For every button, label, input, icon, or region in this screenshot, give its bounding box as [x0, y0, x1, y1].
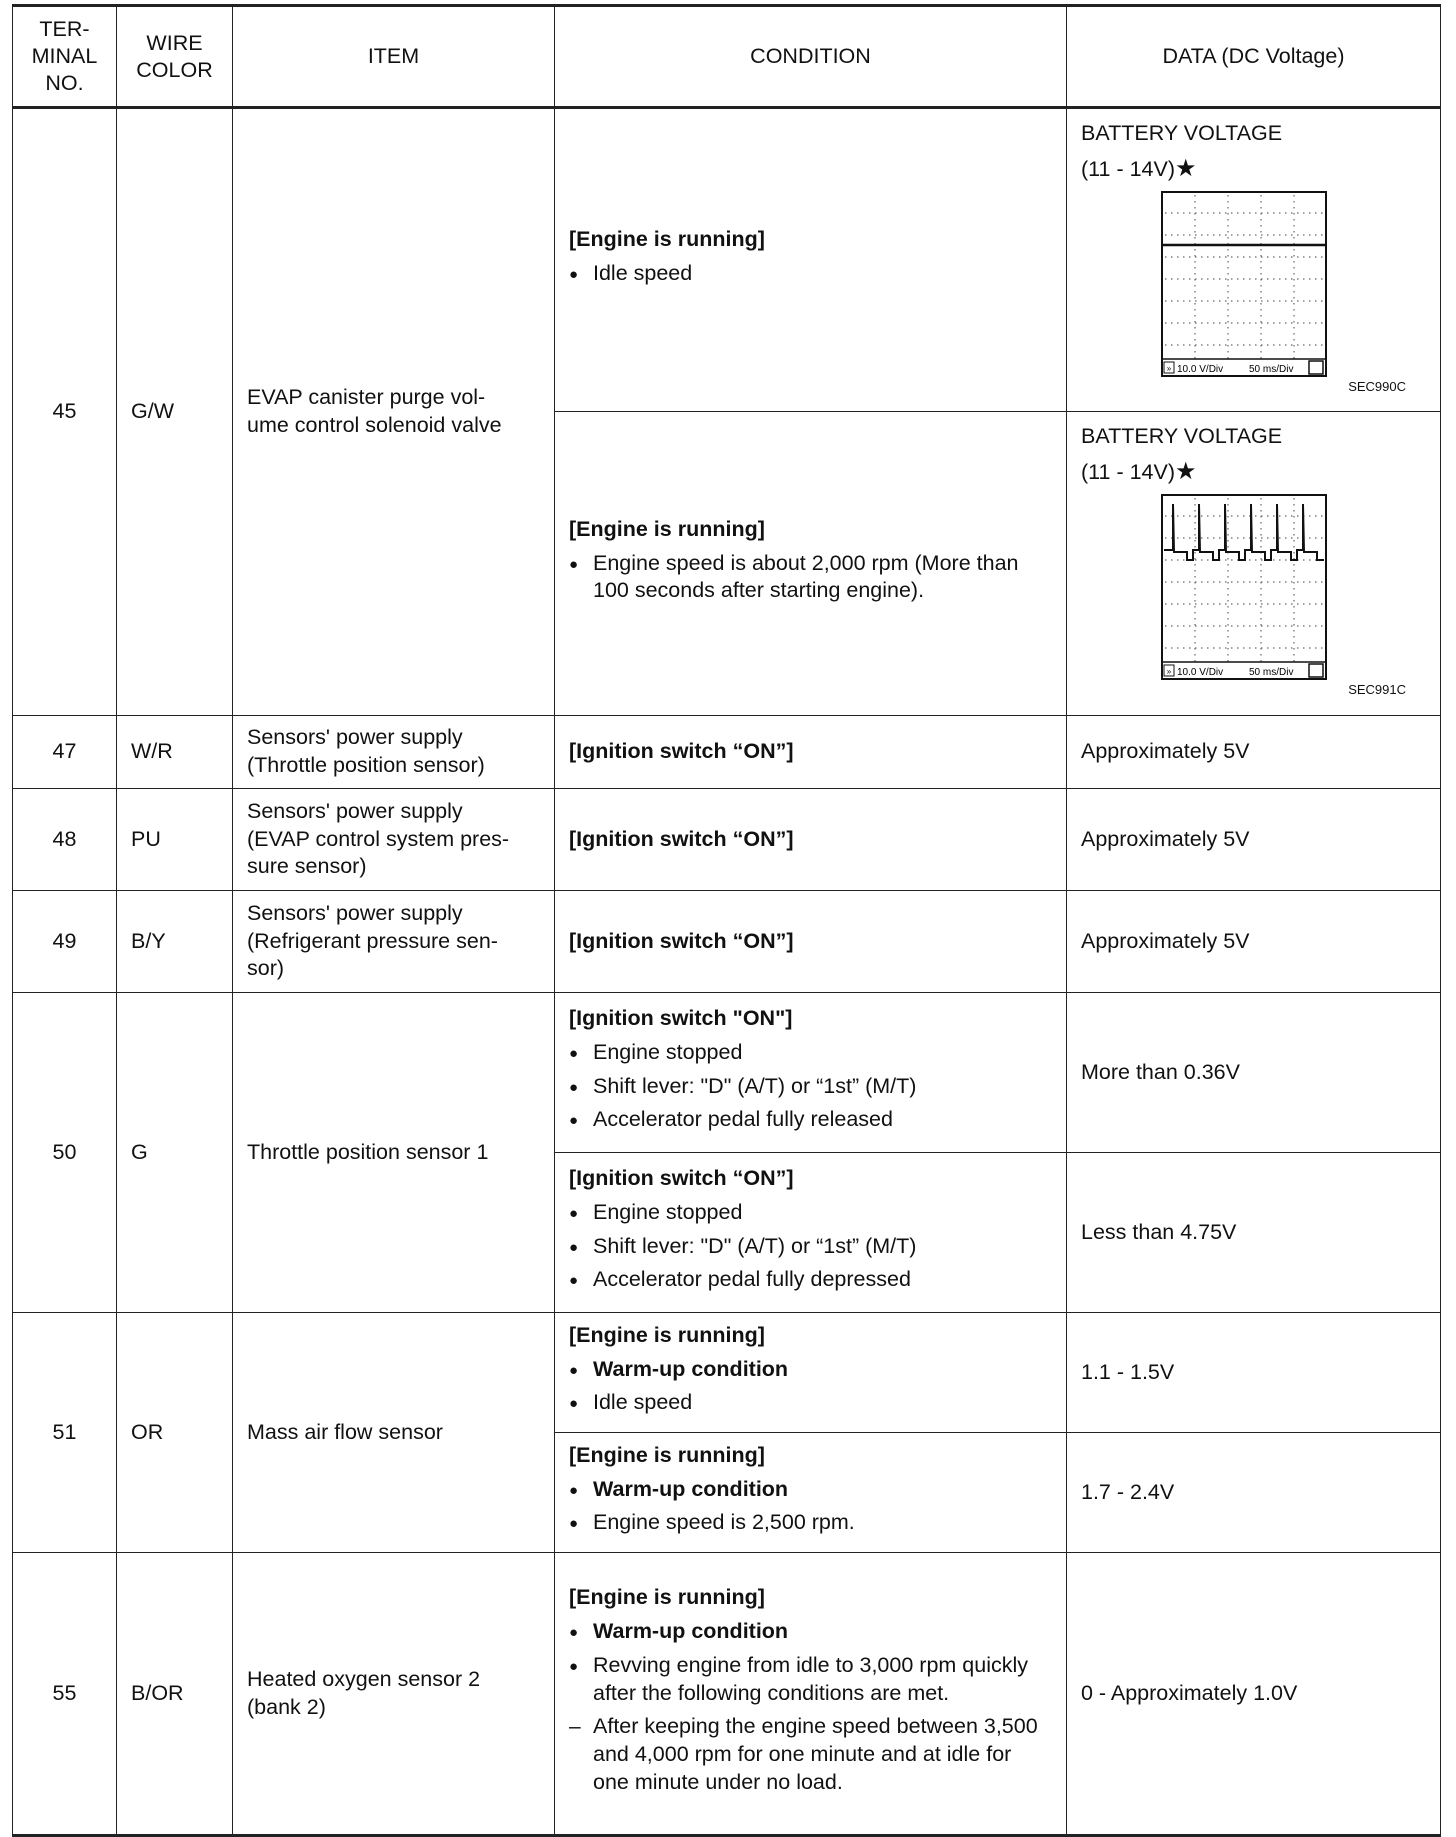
header-item: ITEM — [233, 6, 555, 108]
condition-cell: [Engine is running] ● Warm-up condition ● Revving engine from idle to 3,000 rpm quickly after the following conditions are met. – After keeping the engine speed between 3,500 and 4,000 rpm for one minute and at idle for one minute under no load. — [555, 1553, 1067, 1836]
list-item: ● Accelerator pedal fully depressed — [569, 1266, 1052, 1294]
wire-color: G — [117, 993, 233, 1313]
figure-code: SEC991C — [1348, 682, 1406, 697]
item-cell: Sensors' power supply (Throttle position sensor) — [233, 716, 555, 789]
terminal-number: 55 — [13, 1553, 117, 1836]
svg-text:»: » — [1166, 667, 1172, 676]
wire-color: B/OR — [117, 1553, 233, 1836]
list-item: ● Revving engine from idle to 3,000 rpm quickly after the following conditions are met. — [569, 1652, 1052, 1708]
svg-text:10.0 V/Div: 10.0 V/Div — [1177, 667, 1224, 678]
table-row — [13, 993, 1441, 1153]
svg-text:50 ms/Div: 50 ms/Div — [1249, 667, 1294, 678]
condition-cell: [Engine is running] ● Warm-up condition ● Idle speed — [555, 1313, 1067, 1433]
list-item: ● Warm-up condition — [569, 1618, 1052, 1646]
data-cell: 0 - Approximately 1.0V — [1067, 1553, 1441, 1836]
terminal-number: 48 — [13, 789, 117, 891]
terminal-number: 47 — [13, 716, 117, 789]
item-cell: Heated oxygen sensor 2 (bank 2) — [233, 1553, 555, 1836]
table-row — [13, 1313, 1441, 1433]
data-cell: Approximately 5V — [1067, 716, 1441, 789]
item-cell: Sensors' power supply (Refrigerant pressure sen- sor) — [233, 891, 555, 993]
terminal-number: 49 — [13, 891, 117, 993]
terminal-number: 45 — [13, 108, 117, 716]
list-item: ● Idle speed — [569, 260, 1052, 288]
wire-color: G/W — [117, 108, 233, 716]
star-icon: ★ — [1175, 458, 1197, 485]
wire-color: W/R — [117, 716, 233, 789]
condition-cell: [Engine is running] ● Idle speed — [555, 108, 1067, 412]
oscilloscope-waveform-2000rpm — [1161, 494, 1327, 680]
list-item: ● Idle speed — [569, 1389, 1052, 1417]
condition-cell: [Engine is running] ● Warm-up condition ● Engine speed is 2,500 rpm. — [555, 1433, 1067, 1553]
condition-cell: [Engine is running] ● Engine speed is about 2,000 rpm (More than 100 seconds after starting engine). — [555, 412, 1067, 716]
data-cell: More than 0.36V — [1067, 993, 1441, 1153]
svg-text:10.0 V/Div: 10.0 V/Div — [1177, 364, 1224, 375]
data-cell: Approximately 5V — [1067, 891, 1441, 993]
header-wire-color: WIRE COLOR — [117, 6, 233, 108]
condition-cell: [Ignition switch “ON”] — [555, 716, 1067, 789]
table-row — [13, 716, 1441, 789]
table-row — [13, 108, 1441, 412]
header-terminal: TER- MINAL NO. — [13, 6, 117, 108]
list-item: – After keeping the engine speed between 3,500 and 4,000 rpm for one minute and at idle for one minute under no load. — [569, 1713, 1052, 1797]
list-item: ● Shift lever: "D" (A/T) or “1st” (M/T) — [569, 1073, 1052, 1101]
table-row — [13, 891, 1441, 993]
header-data: DATA (DC Voltage) — [1067, 6, 1441, 108]
list-item: ● Engine stopped — [569, 1199, 1052, 1227]
terminal-number: 51 — [13, 1313, 117, 1553]
list-item: ● Warm-up condition — [569, 1476, 1052, 1504]
item-cell: Mass air flow sensor — [233, 1313, 555, 1553]
wire-color: PU — [117, 789, 233, 891]
terminal-number: 50 — [13, 993, 117, 1313]
list-item: ● Shift lever: "D" (A/T) or “1st” (M/T) — [569, 1233, 1052, 1261]
data-cell: Less than 4.75V — [1067, 1153, 1441, 1313]
condition-cell: [Ignition switch “ON”] ● Engine stopped ● Shift lever: "D" (A/T) or “1st” (M/T) ● Accelerator pedal fully depressed — [555, 1153, 1067, 1313]
condition-cell: [Ignition switch “ON”] — [555, 891, 1067, 993]
list-item: ● Engine speed is 2,500 rpm. — [569, 1509, 1052, 1537]
oscilloscope-waveform-idle — [1161, 191, 1327, 377]
data-cell: 1.7 - 2.4V — [1067, 1433, 1441, 1553]
data-cell: BATTERY VOLTAGE (11 - 14V)★ » 10.0 V/Div 50 ms/Div SEC991C — [1067, 412, 1441, 716]
condition-cell: [Ignition switch “ON”] — [555, 789, 1067, 891]
data-cell: BATTERY VOLTAGE (11 - 14V)★ » 10.0 V/Div 50 ms/Div SEC990C — [1067, 108, 1441, 412]
item-cell: Throttle position sensor 1 — [233, 993, 555, 1313]
wire-color: OR — [117, 1313, 233, 1553]
data-cell: 1.1 - 1.5V — [1067, 1313, 1441, 1433]
list-item: ● Warm-up condition — [569, 1356, 1052, 1384]
list-item: ● Accelerator pedal fully released — [569, 1106, 1052, 1134]
data-cell: Approximately 5V — [1067, 789, 1441, 891]
wire-color: B/Y — [117, 891, 233, 993]
table-row — [13, 789, 1441, 891]
item-cell: EVAP canister purge vol- ume control solenoid valve — [233, 108, 555, 716]
table-row — [13, 1553, 1441, 1836]
svg-text:»: » — [1166, 364, 1172, 373]
list-item: ● Engine stopped — [569, 1039, 1052, 1067]
svg-text:50 ms/Div: 50 ms/Div — [1249, 364, 1294, 375]
item-cell: Sensors' power supply (EVAP control system pres- sure sensor) — [233, 789, 555, 891]
list-item: ● Engine speed is about 2,000 rpm (More than 100 seconds after starting engine). — [569, 550, 1052, 606]
figure-code: SEC990C — [1348, 379, 1406, 394]
header-condition: CONDITION — [555, 6, 1067, 108]
star-icon: ★ — [1175, 155, 1197, 182]
terminal-data-table — [12, 4, 1441, 1837]
condition-cell: [Ignition switch "ON"] ● Engine stopped ● Shift lever: "D" (A/T) or “1st” (M/T) ● Accelerator pedal fully released — [555, 993, 1067, 1153]
header-row — [13, 6, 1441, 108]
